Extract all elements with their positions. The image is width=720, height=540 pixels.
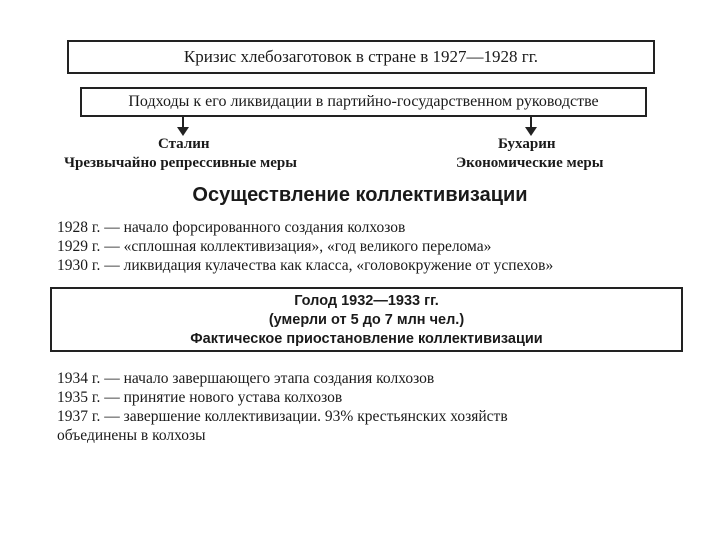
bukharin-name: Бухарин	[498, 136, 556, 152]
crisis-box	[67, 40, 655, 74]
collectivization-heading: Осуществление коллективизации	[192, 184, 528, 206]
event-1934: 1934 г. — начало завершающего этапа создания колхозов	[57, 370, 435, 387]
event-1937: 1937 г. — завершение коллективизации. 93% крестьянских хозяйств	[57, 408, 508, 425]
famine-box	[50, 287, 683, 352]
events-list-bottom	[57, 369, 508, 445]
bukharin-measures: Экономические меры	[456, 155, 604, 171]
event-1935: 1935 г. — принятие нового устава колхозов	[57, 389, 343, 406]
famine-title: Голод 1932—1933 гг.	[294, 293, 439, 309]
event-1930: 1930 г. — ликвидация кулачества как класса, «головокружение от успехов»	[57, 257, 554, 274]
event-1928: 1928 г. — начало форсированного создания колхозов	[57, 219, 406, 236]
events-list-top	[57, 218, 553, 275]
approaches-box	[80, 87, 647, 117]
arrow-to-bukharin	[524, 117, 538, 137]
stalin-measures: Чрезвычайно репрессивные меры	[64, 155, 297, 171]
event-1937-continued: объединены в колхозы	[57, 427, 206, 444]
event-1929: 1929 г. — «сплошная коллективизация», «год великого перелома»	[57, 238, 492, 255]
crisis-title: Кризис хлебозаготовок в стране в 1927—1928 гг.	[183, 47, 539, 66]
famine-deaths: (умерли от 5 до 7 млн чел.)	[268, 312, 465, 328]
stalin-name: Сталин	[158, 136, 210, 152]
famine-result: Фактическое приостановление коллективизации	[190, 331, 543, 347]
arrow-to-stalin	[176, 117, 190, 137]
approaches-title: Подходы к его ликвидации в партийно-государственном руководстве	[128, 93, 599, 110]
